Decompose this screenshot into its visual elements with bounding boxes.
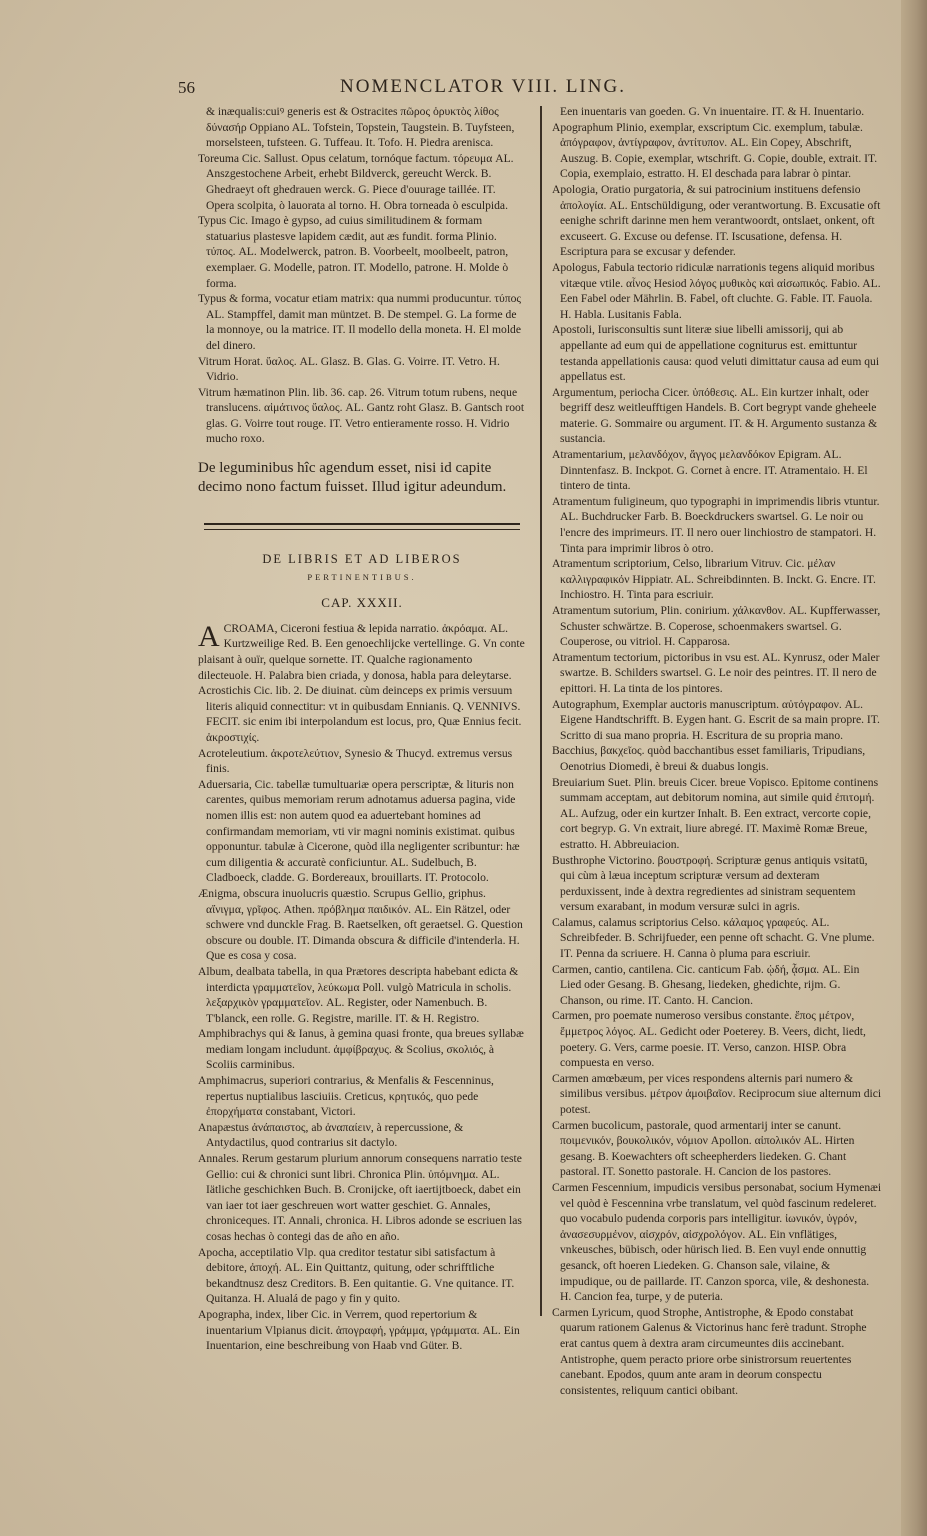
dictionary-entry: Anapæstus ἀνάπαιστος, ab ἀναπαίειν, à repercussione, & Antydactilus, quod contrarius sit dactylo. bbox=[198, 1120, 464, 1150]
dictionary-entry: Een inuentaris van goeden. G. Vn inuentaire. IT. & H. Inuentario. bbox=[560, 105, 865, 118]
dictionary-entry: Album, dealbata tabella, in qua Prætores descripta habebant edicta & interdicta γραμματεῖον, λεύκωμα Poll. vulgò Matricula in scholis. λεξαρχικὸν γραμματεῖον. AL. Register, oder Namenbuch. B. T'blanck, een rolle. G. Registre, marille. IT. & H. Registro. bbox=[198, 964, 519, 1025]
first-entry-text: CROAMA, Ciceroni festiua & lepida narratio. ἀκρόαμα. AL. Kurtzweilige Red. B. Een genoechlijcke vertellinge. G. Vn conte plaisant à ouïr, quelque sornette. IT. Qualche ragionamento dilecteuole. H. Palabra bien criada, y donosa, habla para deleytarse. bbox=[198, 621, 525, 682]
dictionary-entry: Atramentum tectorium, pictoribus in vsu est. AL. Kynrusz, oder Maler swartze. B. Schilders swartsel. G. Le noir des peintres. IT. Il nero de epittori. H. La tinta de los pintores. bbox=[552, 650, 880, 695]
dictionary-entry: Apostoli, Iurisconsultis sunt literæ siue libelli amissorij, qui ab appellante ad eum qui de appellatione cogniturus est. emittuntur testanda appellationis causa: quod veluti dimittatur causa ad eum qui appellatus est. bbox=[552, 323, 880, 384]
dictionary-entry: Typus & forma, vocatur etiam matrix: qua nummi producuntur. τύπος AL. Stampffel, damit man müntzet. B. De stempel. G. La forme de la monnoye, ou la matrice. IT. Il modello della moneta. H. El molde del dinero. bbox=[198, 292, 522, 352]
dictionary-entry: Vitrum hæmatinon Plin. lib. 36. cap. 26. Vitrum totum rubens, neque translucens. αἱμάτινος ὕαλος. AL. Gantz roht Glasz. B. Gantsch root glas. G. Voirre tout rouge. IT. Vetro entieramente rosso. H. Vidrio mucho roxo. bbox=[198, 385, 525, 446]
first-entry bbox=[198, 621, 526, 683]
dictionary-entry: Ænigma, obscura inuolucris quæstio. Scrupus Gellio, griphus. αἴνιγμα, γρῖφος. Athen. πρόβλημα παιδικόν. AL. Ein Rätzel, oder schwere vnd dunckle Frag. B. Raetselken, oft geraetsel. G. Question obscure ou double. IT. Dimanda obscura & difficile d'intenderla. H. Que es cosa y cosa. bbox=[198, 886, 523, 963]
left-column bbox=[198, 104, 526, 1354]
column-divider bbox=[540, 106, 542, 1316]
dictionary-entry: Acrostichis Cic. lib. 2. De diuinat. cùm deinceps ex primis versuum literis aliquid connectitur: vt in quibusdam Ennianis. Q. VENNIVS. FECIT. sic enim ibi interpolandum est locus, pro, Quæ Ennius fecit. ἀκροστιχίς. bbox=[198, 684, 522, 744]
dictionary-entry: Carmen bucolicum, pastorale, quod armentarij inter se canunt. ποιμενικόν, βουκολικόν, νόμιον Apollon. αἰπολικόν AL. Hirten gesang. B. Koewachters oft scheepherders liedeken. G. Chant pastoral. IT. Sonetto pastorale. H. Cancion de los pastores. bbox=[552, 1118, 855, 1179]
dictionary-entry: Calamus, calamus scriptorius Celso. κάλαμος γραφεύς. AL. Schreibfeder. B. Schrijfueder, een penne oft schacht. G. Vne plume. IT. Penna da scriuere. H. Canna ò pluma para escriuir. bbox=[552, 915, 875, 961]
section-rule bbox=[204, 523, 520, 525]
dictionary-entry: Atramentum sutorium, Plin. conirium. χάλκανθον. AL. Kupfferwasser, Schuster schwärtze. B. Coperose, schoenmakers swartsel. G. Couperose, ou vitriol. H. Capparosa. bbox=[552, 604, 881, 649]
chapter-heading: CAP. XXXII. bbox=[321, 595, 403, 611]
dictionary-entry: Carmen Lyricum, quod Strophe, Antistrophe, & Epodo constabat quarum rationem Galenus & Victorinus hanc ferè tradunt. Strophe erat cantus quem à dextra aram circumeuntes diis accinebant. Antistrophe, quem peracto priore orbe sinistrorsum reuertentes canebant. Epodos, quum ante aram in deorum conspectu consistentes, reliquum cantici obibant. bbox=[552, 1305, 867, 1397]
dictionary-entry: Apologia, Oratio purgatoria, & sui patrocinium instituens defensio ἀπολογία. AL. Entschüldigung, oder verantwortung. B. Excusatie oft eenighe schrift darinne men hem verantwoordt, ontslaet, onkent, oft excuseert. G. Excuse ou defense. IT. Iscusatione, defensa. H. Escriptura para se excusar y defender. bbox=[552, 182, 881, 259]
dictionary-entry: Annales. Rerum gestarum plurium annorum consequens narratio teste Gellio: cui & chronici sunt libri. Chronica Plin. ὑπόμνημα. AL. Iätliche geschichken Buch. B. Cronijcke, oft iaertijtboeck, dabet ein van iaer tot iaer geschreuen wort watter geschiet. G. Annales, chroniceques. IT. Annali, chronica. H. Libros adonde se escriuen las cosas hechas ò contegi das de año en año. bbox=[198, 1152, 522, 1243]
dictionary-entry: Breuiarium Suet. Plin. breuis Cicer. breue Vopisco. Epitome continens summam acceptam, aut debitorum nomina, aut simile quid ἐπιτομή. AL. Aufzug, oder ein kurtzer Inhalt. B. Een extract, vercorte copie, cort begryp. G. Vn extrait, liure abregé. IT. Maximè Romæ Breue, estratto. H. Abbreuiacion. bbox=[552, 775, 879, 851]
dictionary-entry: Aduersaria, Cic. tabellæ tumultuariæ opera perscriptæ, & lituris non carentes, quibus memoriam rerum adnotamus aduersa pagina, vide nomen illis est: non autem quod ea aduertebant homines ad confirmandam memoriam, vti vir magni nominis existimat. quibus opponuntur. tabulæ à Cicerone, quòd illa negligenter scribuntur: hæ cum diligentia & accuratè conficiuntur. AL. Sudelbuch, B. Cladboeck, cladde. G. Bordereaux, brouillarts. IT. Protocolo. bbox=[198, 777, 520, 885]
right-column bbox=[552, 104, 882, 1398]
dictionary-entry: & inæqualis:cuiꝰ generis est & Ostracites πῶρος ὀρυκτὸς λίθος δύνασήρ Oppiano AL. Tofstein, Topstein, Taugstein. B. Tuyfsteen, morselsteen, tufsteen. G. Tuffeau. It. Tofo. H. Piedra arenisca. bbox=[206, 105, 515, 150]
dictionary-entry: Typus Cic. Imago è gypso, ad cuius similitudinem & formam statuarius plastesve lapidem cædit, aut æs fundit. forma Plinio. τύπος. AL. Modelwerck, patron. B. Voorbeelt, moolbeelt, patron, exemplaer. G. Modelle, patron. IT. Modello, patrone. H. Molde ò forma. bbox=[198, 214, 509, 290]
dictionary-entry: Carmen, cantio, cantilena. Cic. canticum Fab. ᾠδή, ᾆσμα. AL. Ein Lied oder Gesang. B. Ghesang, liedeken, ghedichte, rijm. G. Chanson, ou rime. IT. Canto. H. Cancion. bbox=[552, 962, 860, 1007]
cross-reference-note: De leguminibus hîc agendum esset, nisi id capite decimo nono factum fuisset. Illud igitur adeundum. bbox=[198, 460, 507, 496]
dictionary-entry: Acroteleutium. ἀκροτελεύτιον, Synesio & Thucyd. extremus versus finis. bbox=[198, 746, 513, 776]
section-subtitle: PERTINENTIBUS. bbox=[307, 571, 417, 582]
dictionary-entry: Argumentum, periocha Cicer. ὑπόθεσις. AL. Ein kurtzer inhalt, oder begriff desz weitleufftigen Handels. B. Cort begrypt vande gheheele materie. G. Sommaire ou argument. IT. & H. Argumento sustanza & sustancia. bbox=[552, 385, 878, 446]
dictionary-entry: Amphimacrus, superiori contrarius, & Menfalis & Fescenninus, repertus nuptialibus lasciuiis. Creticus, κρητικός, quo pede ἐπορχήματα constabant, Victori. bbox=[198, 1074, 494, 1119]
dictionary-entry: Carmen Fescennium, impudicis versibus personabat, socium Hymenæi vel quòd è Fescennina vrbe translatum, vel quòd fascinum redeleret. quo vocabulo pudenda corporis pars intelligitur. ἰωνικόν, ὑγρόν, ἀνασεσυρμένον, αἰσχρόν, αἰσχρολόγον. AL. Ein vnflätiges, vnkeusches, bübisch, oder hürisch lied. B. Een vuyl ende onnuttig gesanck, oft hoeren Liedeken. G. Chanson sale, vilaine, & impudique, ou de paillarde. IT. Canzon sporca, vile, & deshonesta. H. Cancion fea, turpe, y de puteria. bbox=[552, 1180, 882, 1304]
page-edge bbox=[901, 0, 927, 1536]
dictionary-entry: Apologus, Fabula tectorio ridiculæ narrationis tegens aliquid moribus vitæque vtile. αἶνος Hesiod λόγος μυθικὸς καὶ αἰσωπικός. Fabio. AL. Een Fabel oder Mährlin. B. Fabel, oft cluchte. G. Fable. IT. Fauola. H. Habla. Lusitanis Fabla. bbox=[552, 260, 881, 321]
dictionary-entry: Atramentum scriptorium, Celso, librarium Vitruv. Cic. μέλαν καλλιγραφικόν Hippiatr. AL. Schreibdinnten. B. Inckt. G. Encre. IT. Inchiostro. H. Tinta para escriuir. bbox=[552, 557, 876, 602]
dictionary-entry: Autographum, Exemplar auctoris manuscriptum. αὐτόγραφον. AL. Eigene Handtschrifft. B. Eygen hant. G. Escrit de sa main propre. IT. Scritto di sua mano propria. H. Escritura de su propria mano. bbox=[552, 697, 880, 742]
dictionary-entry: Apocha, acceptilatio Vlp. qua creditor testatur sibi satisfactum à debitore, ἀποχή. AL. Ein Quittantz, quitung, oder schrifftliche bekandtnusz desz Creditors. B. Een quitantie. G. Vne quitance. IT. Quitanza. H. Alualá de pago y fin y quito. bbox=[198, 1245, 515, 1306]
running-head: NOMENCLATOR VIII. LING. bbox=[340, 76, 626, 97]
dictionary-entry: Carmen amœbæum, per vices respondens alternis pari numero & similibus versibus. μέτρον ἀμοιβαῖον. Reciprocum siue alternum dici potest. bbox=[552, 1071, 882, 1116]
drop-cap: A bbox=[198, 619, 220, 653]
dictionary-entry: Amphibrachys qui & Ianus, à gemina quasi fronte, qua breues syllabæ mediam longam includunt. ἀμφίβραχυς. & Scolius, σκολιός, à Scoliis carminibus. bbox=[198, 1027, 524, 1072]
dictionary-entry: Busthrophe Victorino. βουστροφή. Scripturæ genus antiquis vsitatū, qui cùm à læua inceptum scripturæ versum ad dexteram perduxissent, inde à dextra regredientes ad sinistram sequentem versum exarabant, in modum versuræ sulci in agris. bbox=[552, 853, 868, 914]
dictionary-entry: Atramentarium, μελανδόχον, ἄγγος μελανδόκον Epigram. AL. Dinntenfasz. B. Inckpot. G. Cornet à encre. IT. Atramentaio. H. El tintero de tinta. bbox=[552, 448, 868, 493]
dictionary-entry: Vitrum Horat. ὕαλος. AL. Glasz. B. Glas. G. Voirre. IT. Vetro. H. Vidrio. bbox=[198, 354, 500, 384]
page-number: 56 bbox=[178, 78, 195, 97]
section-rule-thin bbox=[204, 529, 520, 530]
dictionary-entry: Carmen, pro poemate numeroso versibus constante. ἔπος μέτρον, ἔμμετρος λόγος. AL. Gedicht oder Poeterey. B. Veers, dicht, liedt, poetery. G. Vers, carme poesie. IT. Verso, canzon. HISP. Obra compuesta en verso. bbox=[552, 1009, 866, 1070]
dictionary-entry: Bacchius, βακχεῖος. quòd bacchantibus esset familiaris, Tripudians, Oenotrius Diomedi, è breui & duabus longis. bbox=[552, 744, 866, 773]
section-title: DE LIBRIS ET AD LIBEROS bbox=[262, 552, 462, 567]
dictionary-entry: Atramentum fuligineum, quo typographi in imprimendis libris vtuntur. AL. Buchdrucker Farb. B. Boeckdruckers swartsel. G. Le noir ou l'encre des imprimeurs. IT. Il nero ouer linchiostro de stampatori. H. Tinta para imprimir libros ò otro. bbox=[552, 494, 880, 555]
dictionary-entry: Toreuma Cic. Sallust. Opus celatum, tornóque factum. τόρευμα AL. Anszgestochene Arbeit, erhebt Bildverck, gereucht Werck. B. Ghedraeyt oft ghedrauen werck. G. Piece d'ouurage taillée. IT. Opera scolpita, ò lauorata al torno. H. Obra torneada ò esculpida. bbox=[198, 151, 514, 212]
dictionary-entry: Apographum Plinio, exemplar, exscriptum Cic. exemplum, tabulæ. ἀπόγραφον, ἀντίγραφον, ἀντίτυπον. AL. Ein Copey, Abschrift, Auszug. B. Copie, exemplar, wtschrift. G. Copie, double, extrait. IT. Copia, exemplaio, estratto. H. El deschada para labrar ò pintar. bbox=[552, 120, 878, 181]
dictionary-entry: Apographa, index, liber Cic. in Verrem, quod repertorium & inuentarium Vlpianus dicit. ἀπογραφή, γράμμα, γράμματα. AL. Ein Inuentarion, eine beschreibung von Haab vnd Güter. B. bbox=[198, 1307, 520, 1353]
